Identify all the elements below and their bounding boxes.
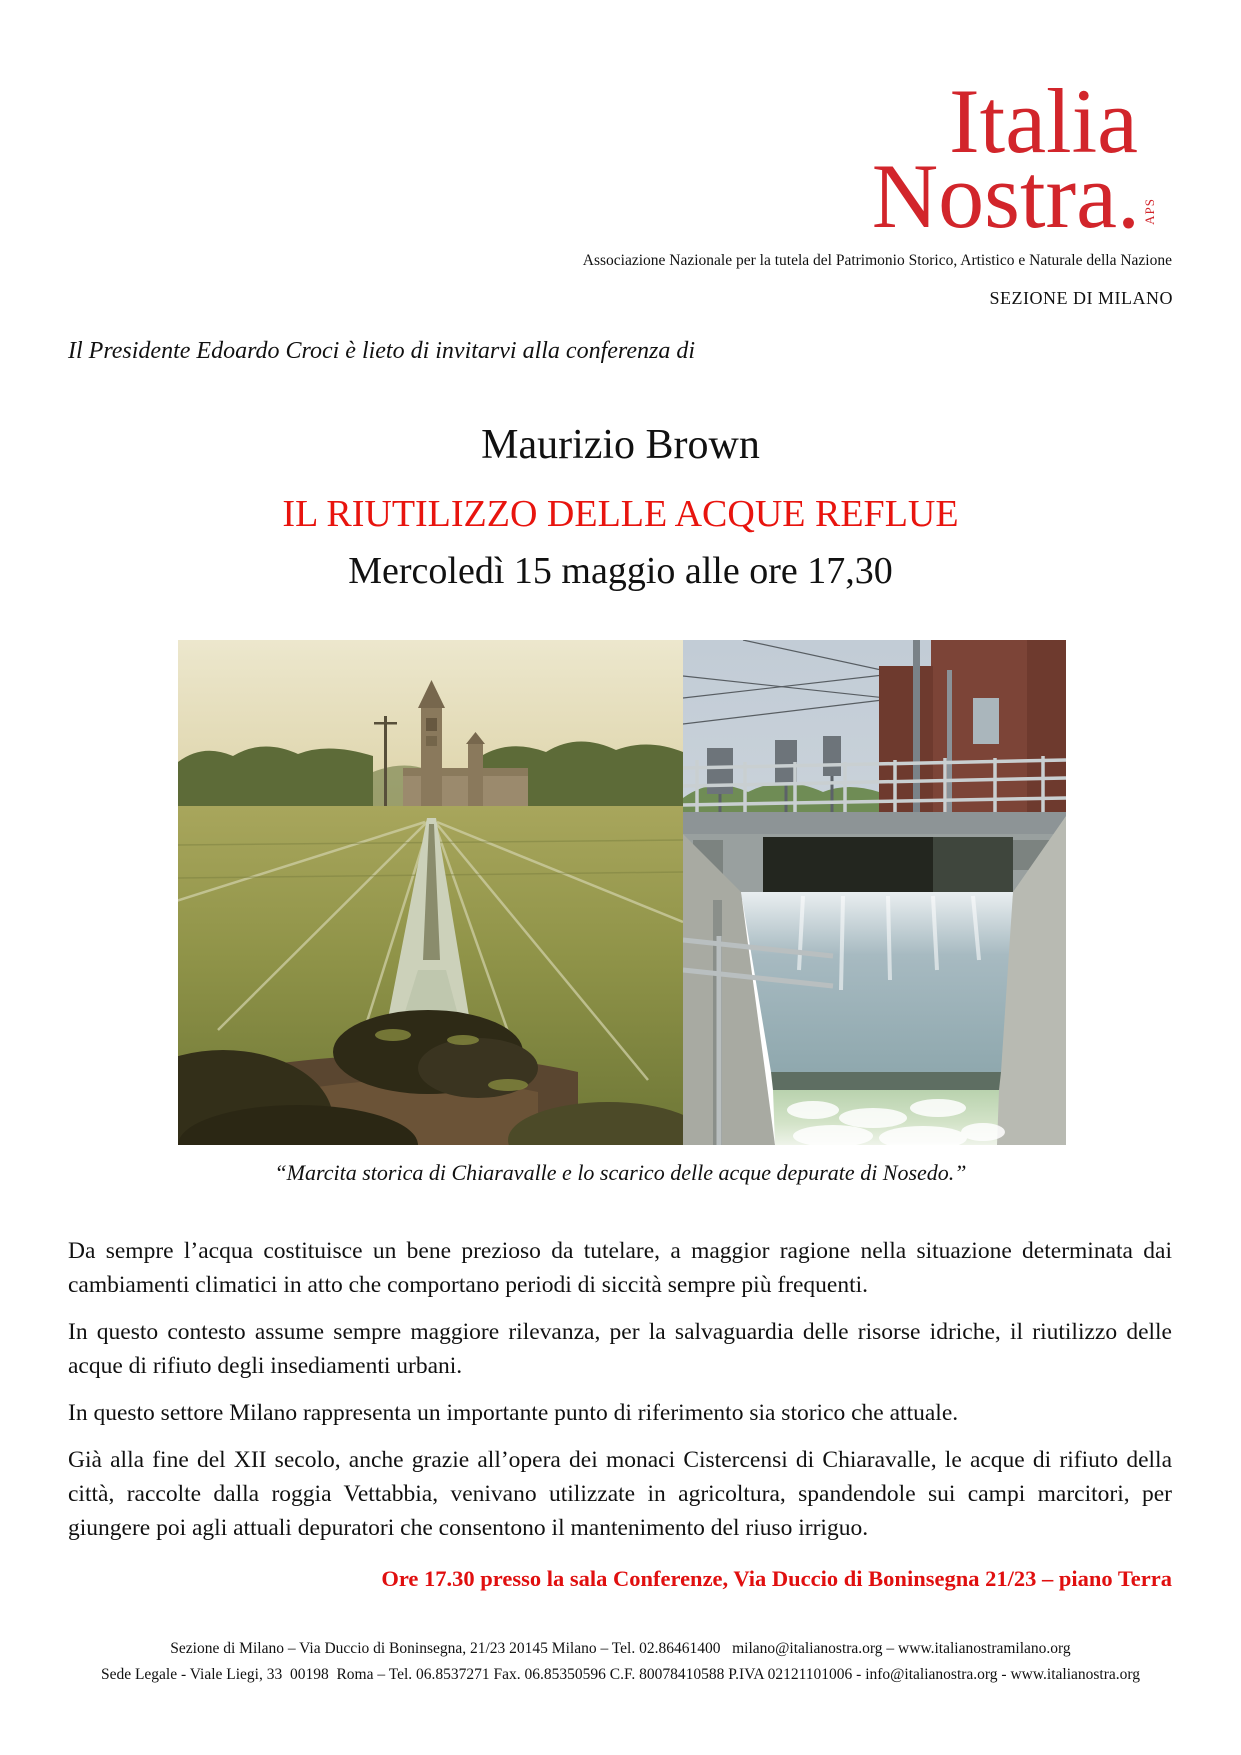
conference-datetime: Mercoledì 15 maggio alle ore 17,30 bbox=[348, 550, 893, 592]
marcita-field-photo bbox=[178, 640, 683, 1145]
paragraph-4: Già alla fine del XII secolo, anche grazie all’opera dei monaci Cistercensi di Chiaravalle, le acque di rifiuto della città, raccolte dalla roggia Vettabbia, venivano utilizzate in agricoltura, spandendole sui campi marcitori, per giungere poi agli attuali depuratori che consentono il mantenimento del riuso irriguo. bbox=[68, 1447, 1172, 1541]
photo-strip bbox=[178, 640, 1066, 1145]
body-text bbox=[68, 1234, 1172, 1558]
venue-line: Ore 17.30 presso la sala Conferenze, Via Duccio di Boninsegna 21/23 – piano Terra bbox=[381, 1566, 1172, 1591]
footer-sede-legale: Sede Legale - Viale Liegi, 33 00198 Roma – Tel. 06.8537271 Fax. 06.85350596 C.F. 80078410588 P.IVA 02121101006 - info@italianostra.org - www.italianostra.org bbox=[100, 1666, 1141, 1683]
logo-aps-suffix: APS bbox=[1142, 198, 1157, 225]
paragraph-1: Da sempre l’acqua costituisce un bene prezioso da tutelare, a maggior ragione nella situazione determinata dai cambiamenti climatici in atto che comportano periodi di siccità sempre più frequenti. bbox=[68, 1238, 1172, 1298]
association-tagline: Associazione Nazionale per la tutela del Patrimonio Storico, Artistico e Naturale della Nazione bbox=[582, 252, 1172, 269]
paragraph-2: In questo contesto assume sempre maggiore rilevanza, per la salvaguardia delle risorse idriche, il riutilizzo delle acque di rifiuto degli insediamenti urbani. bbox=[68, 1319, 1172, 1379]
italia-nostra-logo bbox=[871, 70, 1157, 248]
invitation-line: Il Presidente Edoardo Croci è lieto di invitarvi alla conferenza di bbox=[68, 338, 695, 364]
footer-milano-contacts: Sezione di Milano – Via Duccio di Boninsegna, 21/23 20145 Milano – Tel. 02.86461400 milano@italianostra.org – www.italianostramilano.org bbox=[170, 1640, 1071, 1657]
logo-word-italia: Italia bbox=[949, 70, 1138, 172]
photo-caption: “Marcita storica di Chiaravalle e lo scarico delle acque depurate di Nosedo.” bbox=[274, 1160, 967, 1185]
paragraph-3: In questo settore Milano rappresenta un importante punto di riferimento sia storico che attuale. bbox=[68, 1400, 959, 1426]
logo-word-nostra: Nostra. bbox=[871, 145, 1140, 248]
speaker-name: Maurizio Brown bbox=[481, 422, 760, 468]
conference-title: IL RIUTILIZZO DELLE ACQUE REFLUE bbox=[282, 493, 959, 535]
section-milano-label: SEZIONE DI MILANO bbox=[989, 288, 1173, 308]
depuratore-discharge-photo bbox=[683, 640, 1066, 1145]
